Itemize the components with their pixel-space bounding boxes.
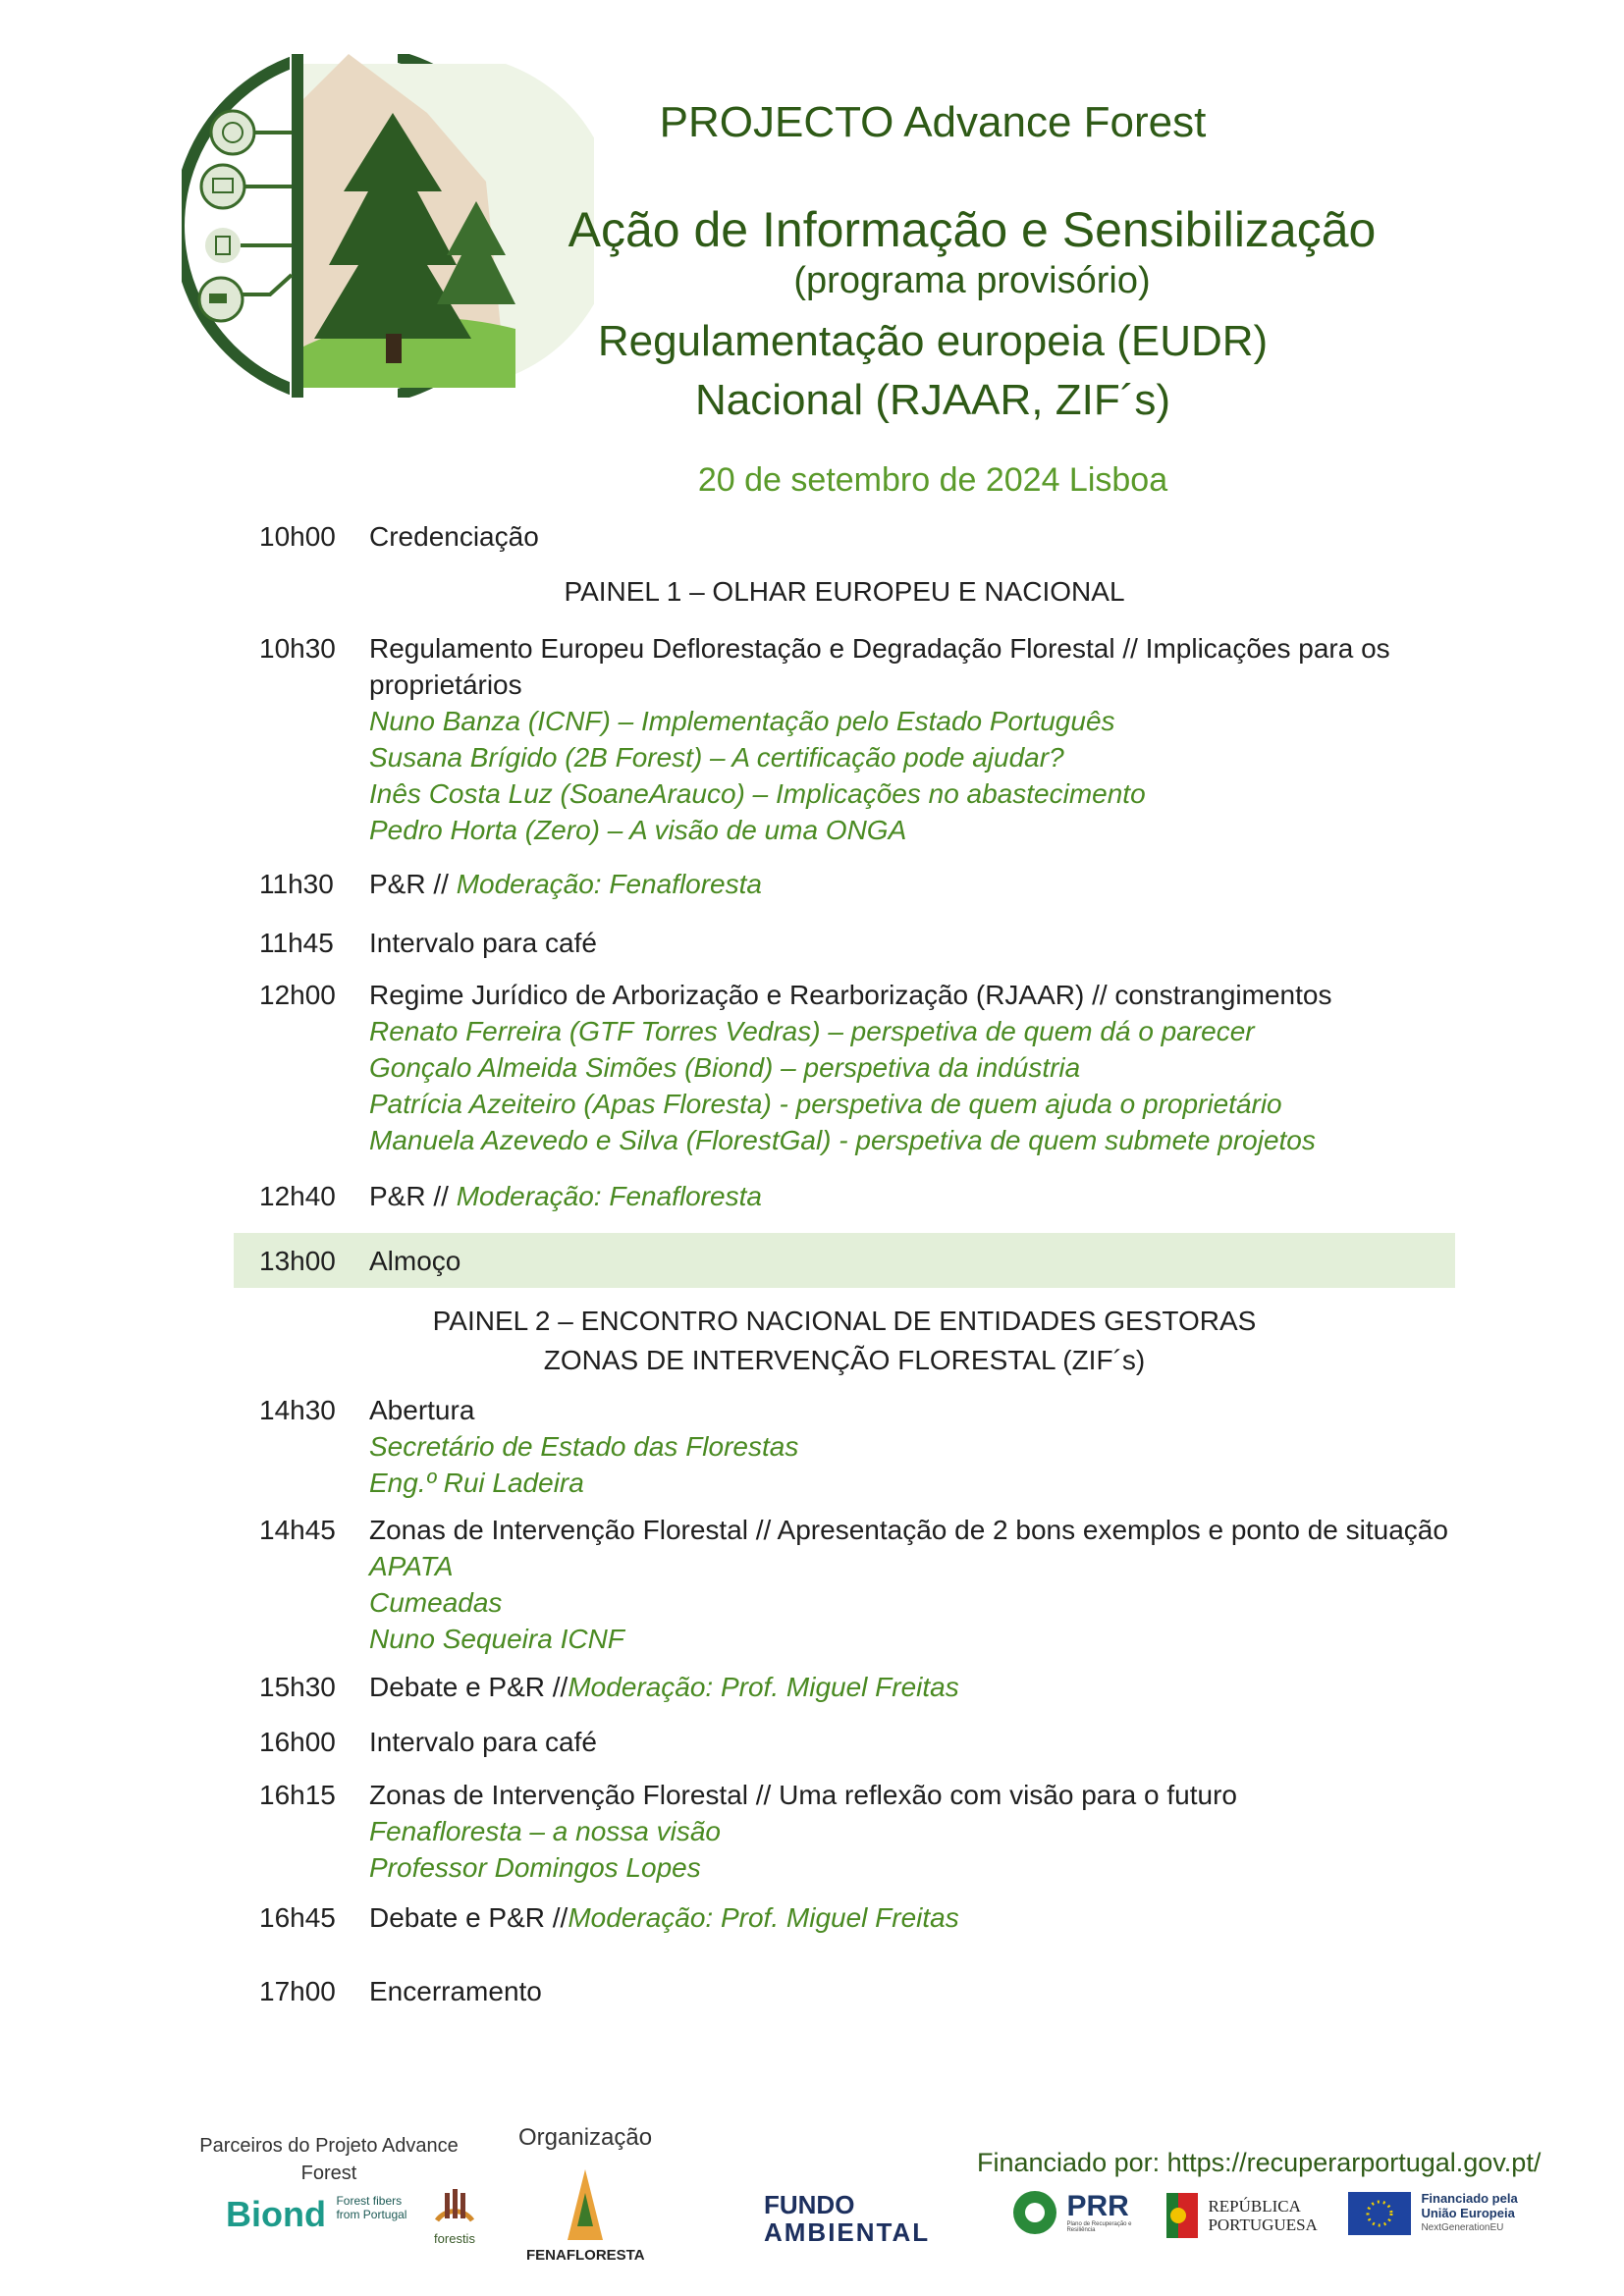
- agenda-time: 10h30: [259, 633, 336, 664]
- biond-tagline: Forest fibers: [336, 2194, 403, 2208]
- agenda-title: Zonas de Intervenção Florestal // Apresentação de 2 bons exemplos e ponto de situação: [369, 1515, 1448, 1545]
- agenda-title: Almoço: [369, 1246, 461, 1276]
- eu-flag-icon: [1348, 2192, 1411, 2235]
- agenda-title: Intervalo para café: [369, 1727, 597, 1757]
- speaker: Secretário de Estado das Florestas: [369, 1431, 799, 1462]
- speaker: Cumeadas: [369, 1587, 503, 1618]
- agenda-time: 13h00: [259, 1246, 336, 1276]
- speaker: Nuno Banza (ICNF) – Implementação pelo Estado Português: [369, 706, 1115, 736]
- portugal-flag-icon: [1166, 2193, 1198, 2238]
- eu-funding-text: NextGenerationEU: [1421, 2222, 1504, 2233]
- agenda-time: 14h30: [259, 1395, 336, 1425]
- regulation-eu: Regulamentação europeia (EUDR): [597, 317, 1269, 365]
- prr-wordmark: PRR: [1066, 2190, 1129, 2222]
- truck-icon: [199, 278, 243, 321]
- partners-label-line: Parceiros do Projeto Advance: [199, 2135, 459, 2157]
- agenda-title: P&R //: [369, 1181, 457, 1211]
- moderation: Moderação: Prof. Miguel Freitas: [568, 1902, 959, 1933]
- speaker: Gonçalo Almeida Simões (Biond) – perspetiva da indústria: [369, 1052, 1081, 1083]
- agenda-title: Abertura: [369, 1395, 475, 1425]
- speaker: Fenafloresta – a nossa visão: [369, 1816, 721, 1846]
- panel-2-title: PAINEL 2 – ENCONTRO NACIONAL DE ENTIDADES GESTORAS: [432, 1306, 1257, 1336]
- speaker: Nuno Sequeira ICNF: [369, 1624, 624, 1654]
- fundo-wordmark: AMBIENTAL: [764, 2217, 931, 2247]
- eu-funding-logo: [1348, 2191, 1518, 2235]
- agenda-title: Credenciação: [369, 521, 539, 552]
- fenafloresta-logo: [526, 2167, 644, 2264]
- speaker: APATA: [369, 1551, 454, 1581]
- biond-tagline: from Portugal: [336, 2208, 407, 2221]
- event-date: 20 de setembro de 2024 Lisboa: [697, 461, 1168, 499]
- partners-label: [191, 2132, 466, 2187]
- speaker: Manuela Azevedo e Silva (FlorestGal) - perspetiva de quem submete projetos: [369, 1125, 1316, 1155]
- speaker: Susana Brígido (2B Forest) – A certificação pode ajudar?: [369, 742, 1064, 773]
- agenda-title: Encerramento: [369, 1976, 542, 2006]
- panel-1-title: PAINEL 1 – OLHAR EUROPEU E NACIONAL: [564, 576, 1125, 607]
- biond-wordmark: Biond: [226, 2194, 326, 2234]
- agenda-title: Debate e P&R //: [369, 1902, 568, 1933]
- agenda-time: 11h30: [259, 869, 334, 899]
- globe-icon: [211, 111, 254, 154]
- agenda-time: 14h45: [259, 1515, 336, 1545]
- speaker: Renato Ferreira (GTF Torres Vedras) – perspetiva de quem dá o parecer: [369, 1016, 1255, 1046]
- republica-wordmark: REPÚBLICA: [1208, 2197, 1301, 2216]
- prr-logo: [1011, 2189, 1145, 2244]
- republica-portuguesa-logo: [1166, 2193, 1318, 2238]
- agenda-title: Zonas de Intervenção Florestal // Uma reflexão com visão para o futuro: [369, 1780, 1237, 1810]
- moderation: Moderação: Fenafloresta: [456, 869, 762, 899]
- fenafloresta-wordmark: FENAFLORESTA: [526, 2247, 645, 2264]
- forestis-logo: [425, 2181, 484, 2246]
- agenda-time: 16h45: [259, 1902, 336, 1933]
- program-note: (programa provisório): [793, 260, 1151, 301]
- agenda-title: Debate e P&R //: [369, 1672, 568, 1702]
- advance-forest-logo: [182, 54, 594, 398]
- action-title: Ação de Informação e Sensibilização: [568, 202, 1377, 257]
- project-title: PROJECTO Advance Forest: [659, 98, 1207, 146]
- eu-funding-text: Financiado pela: [1421, 2191, 1518, 2206]
- speaker: Pedro Horta (Zero) – A visão de uma ONGA: [369, 815, 907, 845]
- fenafloresta-emblem-icon: [564, 2167, 607, 2242]
- agenda-title: P&R //: [369, 869, 457, 899]
- speaker: Inês Costa Luz (SoaneArauco) – Implicações no abastecimento: [369, 778, 1146, 809]
- prr-emblem-icon: [1011, 2189, 1058, 2236]
- regulation-national: Nacional (RJAAR, ZIF´s): [694, 376, 1171, 424]
- agenda-time: 12h40: [259, 1181, 336, 1211]
- speaker: Professor Domingos Lopes: [369, 1852, 701, 1883]
- republica-wordmark: PORTUGUESA: [1208, 2216, 1318, 2234]
- speaker: Patrícia Azeiteiro (Apas Floresta) - perspetiva de quem ajuda o proprietário: [369, 1089, 1282, 1119]
- fundo-wordmark: FUNDO: [764, 2190, 855, 2219]
- agenda-title: Regulamento Europeu Deflorestação e Degradação Florestal // Implicações para os: [369, 633, 1390, 664]
- monitor-icon: [201, 165, 244, 208]
- speaker: Eng.º Rui Ladeira: [369, 1468, 584, 1498]
- agenda-time: 11h45: [259, 928, 334, 958]
- agenda-time: 10h00: [259, 521, 336, 552]
- organization-label: Organização: [518, 2124, 653, 2151]
- agenda-time: 15h30: [259, 1672, 336, 1702]
- agenda-title: proprietários: [369, 669, 522, 700]
- agenda-title: Intervalo para café: [369, 928, 597, 958]
- forestis-emblem-icon: [427, 2181, 482, 2226]
- forestis-wordmark: forestis: [434, 2231, 475, 2246]
- biond-logo: [226, 2194, 406, 2235]
- agenda-title: Regime Jurídico de Arborização e Rearborização (RJAAR) // constrangimentos: [369, 980, 1332, 1010]
- partners-label-line: Forest: [300, 2163, 357, 2184]
- agenda-time: 16h15: [259, 1780, 336, 1810]
- financed-by-label: Financiado por: https://recuperarportugal.gov.pt/: [977, 2148, 1542, 2177]
- panel-2-subtitle: ZONAS DE INTERVENÇÃO FLORESTAL (ZIF´s): [543, 1345, 1146, 1375]
- moderation: Moderação: Prof. Miguel Freitas: [568, 1672, 959, 1702]
- prr-subtitle: Plano de Recuperação e Resiliência: [1066, 2221, 1132, 2233]
- moderation: Moderação: Fenafloresta: [456, 1181, 762, 1211]
- agenda-time: 17h00: [259, 1976, 336, 2006]
- eu-funding-text: União Europeia: [1421, 2206, 1515, 2220]
- agenda-time: 16h00: [259, 1727, 336, 1757]
- fundo-ambiental-logo: [764, 2191, 930, 2246]
- document-icon: [205, 228, 241, 263]
- agenda-time: 12h00: [259, 980, 336, 1010]
